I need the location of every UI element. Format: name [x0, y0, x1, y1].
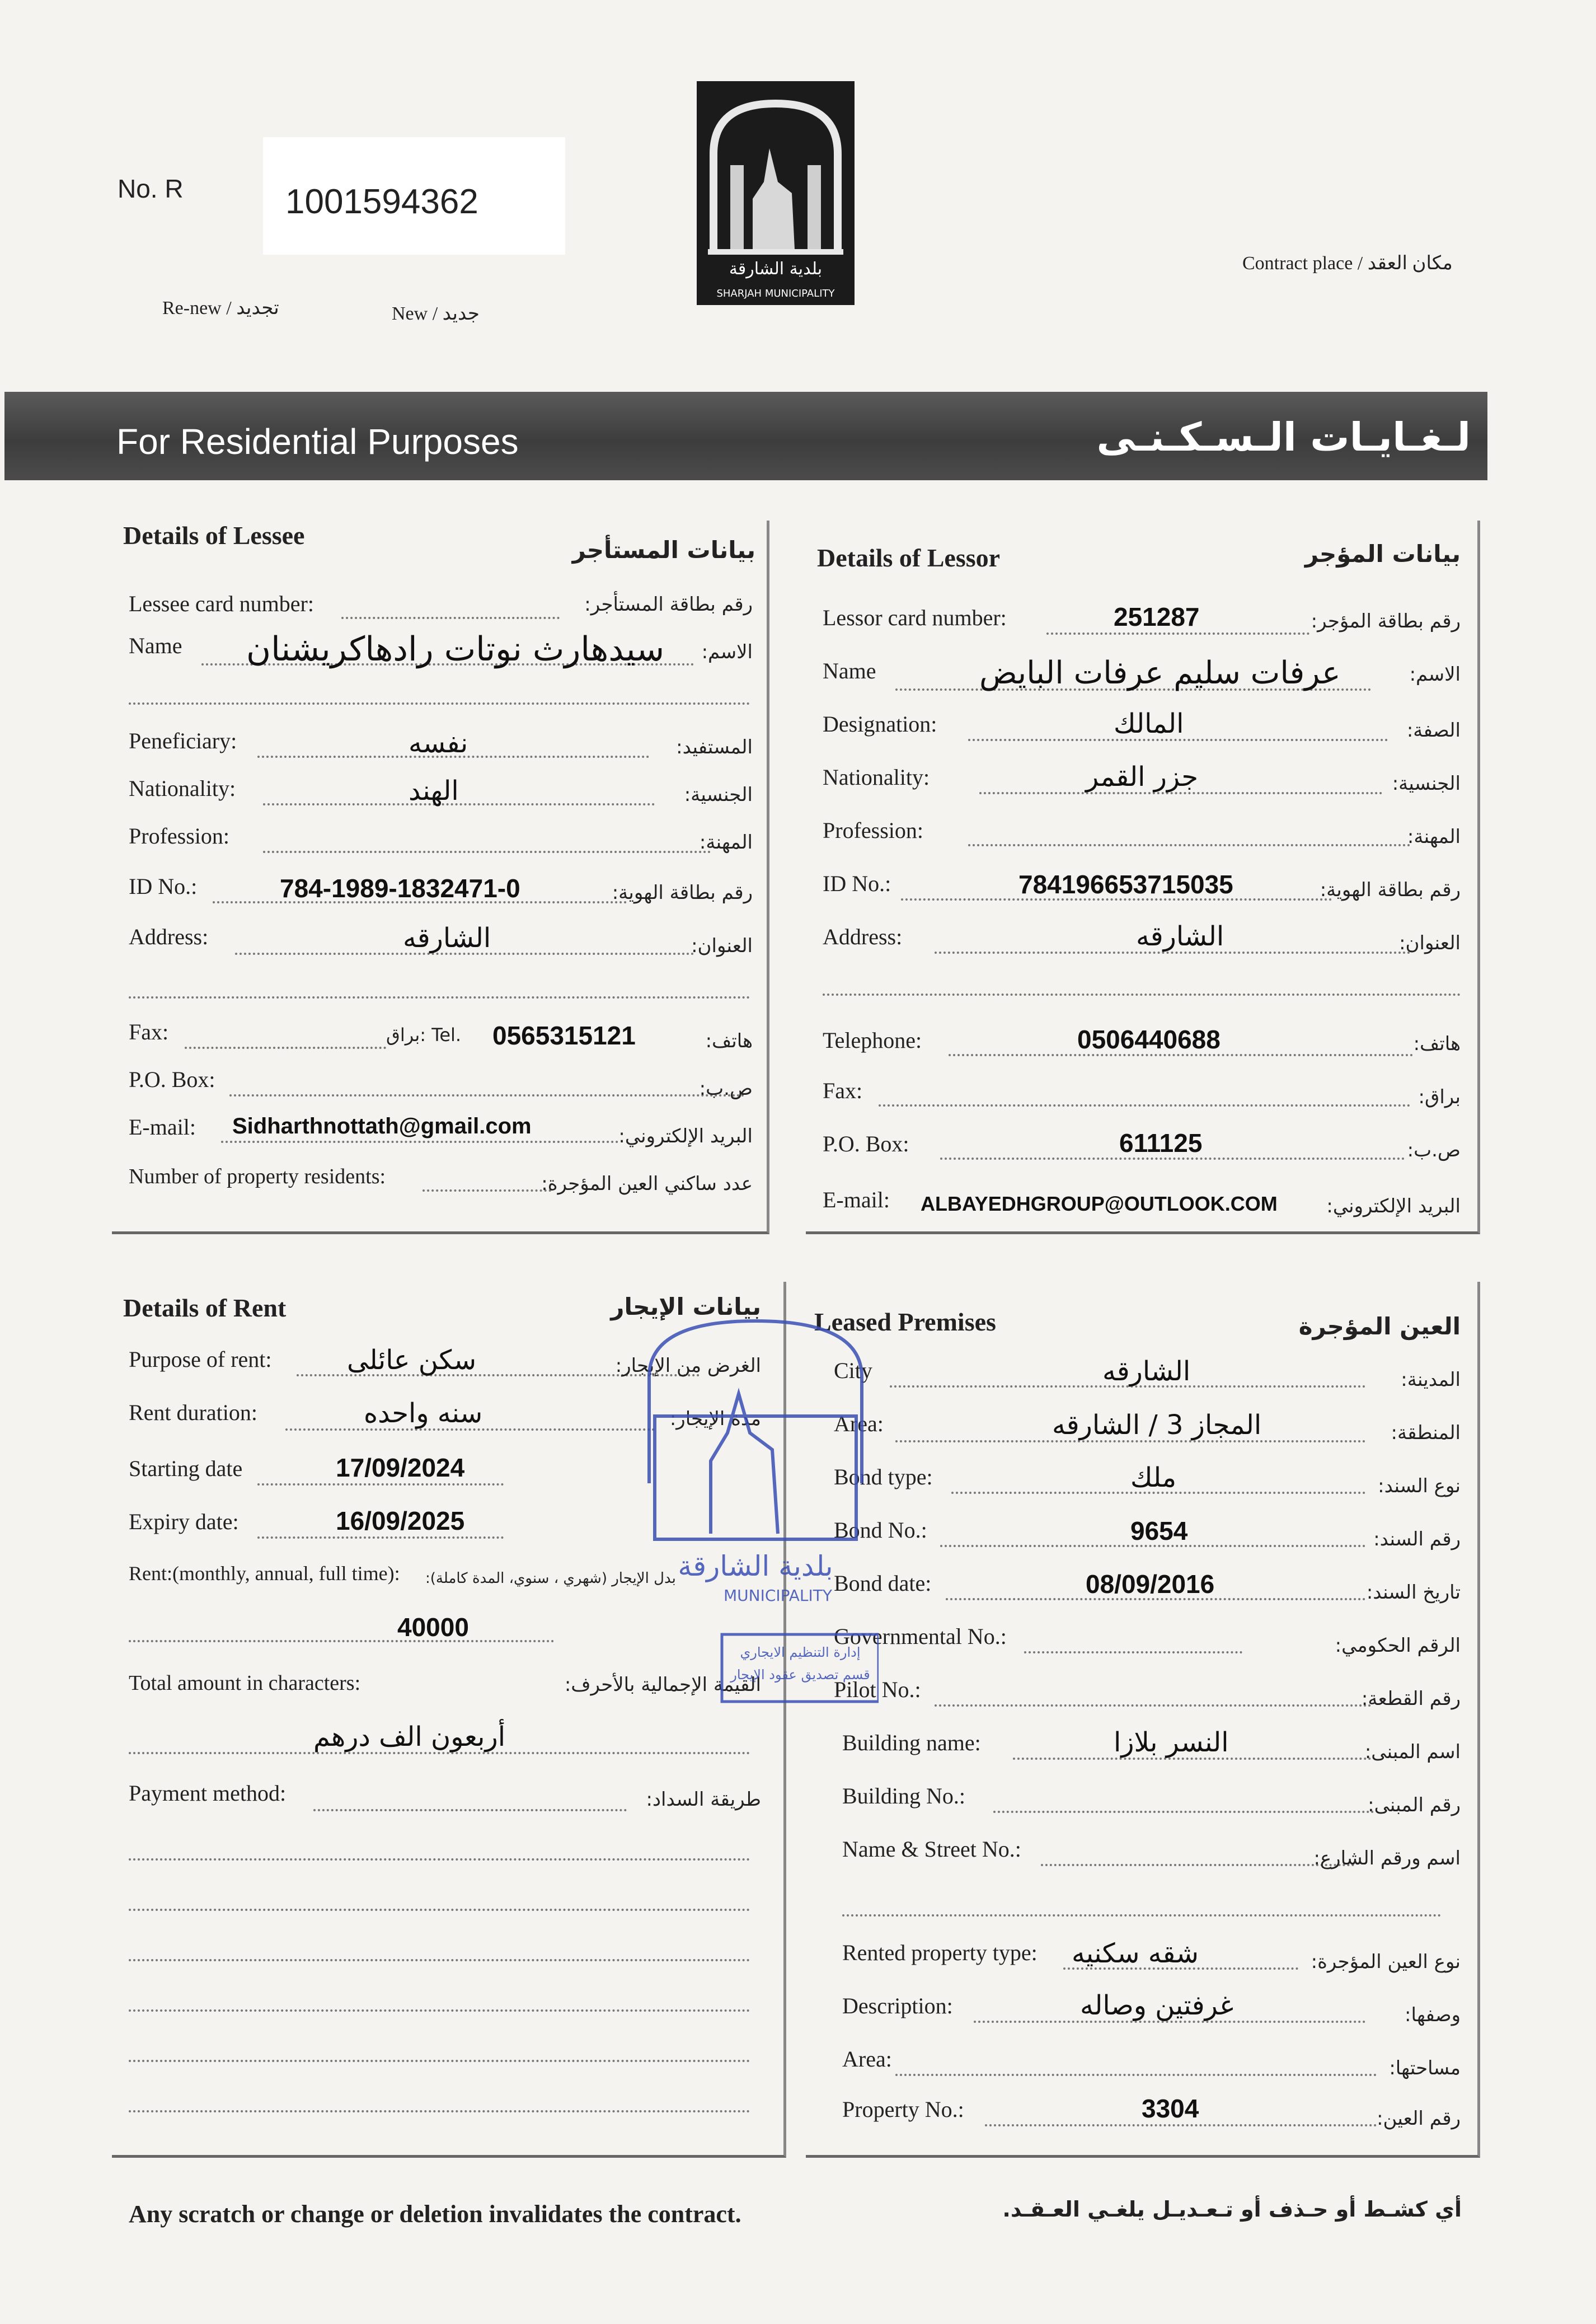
lessor-profession-label: Profession: — [823, 818, 923, 843]
logo-text-en: SHARJAH MUNICIPALITY — [716, 288, 835, 299]
lessor-email-label: E-mail: — [823, 1187, 890, 1212]
banner-title-en: For Residential Purposes — [116, 421, 519, 462]
lessor-pobox-label: P.O. Box: — [823, 1131, 909, 1156]
rent-payment-label: Payment method: — [129, 1781, 287, 1806]
lessor-name-label: Name — [823, 658, 876, 683]
lessor-name-value: عرفات سليم عرفات البايض — [979, 655, 1341, 691]
premises-description-label: Description: — [842, 1993, 953, 2018]
lessee-tel-label-ar: هاتف: — [705, 1030, 753, 1052]
lessee-name-value: سيدهارث نوتات رادهاكريشنان — [246, 630, 665, 669]
rent-duration-value: سنه واحده — [364, 1398, 483, 1429]
rent-payment-label-ar: طريقة السداد: — [646, 1788, 761, 1811]
lessor-nationality-value: جزر القمر — [1086, 761, 1199, 793]
lessee-nationality-label-ar: الجنسية: — [684, 784, 753, 806]
stamp-text-ar-2: إدارة التنظيم الايجاري — [740, 1644, 861, 1660]
lessee-address-label: Address: — [129, 924, 209, 949]
lessee-fax-tel-label: براق: Tel. — [386, 1024, 462, 1046]
rent-purpose-value: سكن عائلى — [347, 1344, 477, 1376]
footer-note-ar: أي كشـط أو حـذف أو تـعـديـل يلغـي العـقـد. — [1002, 2197, 1462, 2222]
lessor-designation-value: المالك — [1114, 708, 1184, 739]
footer-note-en: Any scratch or change or deletion invalidates the contract. — [129, 2200, 741, 2228]
premises-gov-no-label: Governmental No.: — [834, 1624, 1007, 1649]
lessee-title: Details of Lessee — [123, 521, 305, 550]
premises-building-no-label-ar: رقم المبنى: — [1368, 1794, 1461, 1816]
premises-property-no-label-ar: رقم العين: — [1377, 2107, 1461, 2130]
rent-amount-label-ar: بدل الإيجار (شهري ، سنوي، المدة كاملة): — [425, 1570, 676, 1587]
lessee-title-ar: بيانات المستأجر — [572, 536, 755, 564]
premises-city-value: الشارقه — [1102, 1356, 1191, 1387]
lessee-email-label-ar: البريد الإلكتروني: — [618, 1125, 753, 1147]
lessee-beneficiary-label: Peneficiary: — [129, 728, 237, 753]
premises-prop-type-label-ar: نوع العين المؤجرة: — [1311, 1951, 1461, 1973]
lessee-card-label: Lessee card number: — [129, 591, 314, 616]
premises-area2-label: Area: — [842, 2046, 892, 2072]
premises-building-name-label: Building name: — [842, 1730, 981, 1755]
premises-description-value: غرفتين وصاله — [1080, 1990, 1234, 2021]
premises-plot-label-ar: رقم القطعة: — [1361, 1688, 1461, 1710]
lessee-tel-value: 0565315121 — [492, 1021, 636, 1050]
contract-place-label: Contract place / مكان العقد — [1242, 253, 1453, 274]
lessor-id-label: ID No.: — [823, 871, 891, 896]
lessee-address-value: الشارقه — [403, 922, 491, 954]
lessee-residents-label-ar: عدد ساكني العين المؤجرة: — [541, 1173, 753, 1195]
lessor-profession-label-ar: المهنة: — [1407, 826, 1461, 848]
premises-bond-type-value: ملك — [1130, 1462, 1177, 1493]
lessor-fax-label-ar: براق: — [1418, 1086, 1461, 1108]
premises-property-no-value: 3304 — [1142, 2094, 1199, 2123]
rent-title-ar: بيانات الإيجار — [611, 1293, 761, 1320]
lessor-id-label-ar: رقم بطاقة الهوية: — [1320, 879, 1461, 901]
new-label: New / جديد — [392, 303, 480, 324]
premises-building-no-label: Building No.: — [842, 1783, 966, 1808]
premises-area2-label-ar: مساحتها: — [1389, 2057, 1461, 2079]
sharjah-municipality-logo — [697, 81, 855, 305]
lessee-profession-label: Profession: — [129, 823, 229, 849]
lessee-id-label: ID No.: — [129, 874, 198, 899]
lessee-name-label-ar: الاسم: — [701, 641, 753, 663]
premises-title-ar: العين المؤجرة — [1298, 1313, 1461, 1340]
lessee-pobox-label: P.O. Box: — [129, 1067, 215, 1092]
lessor-tel-label-ar: هاتف: — [1413, 1033, 1461, 1055]
lessee-email-value: Sidharthnottath@gmail.com — [232, 1114, 532, 1138]
lessor-tel-label: Telephone: — [823, 1028, 922, 1053]
premises-plot-label: Pilot No.: — [834, 1677, 921, 1702]
rent-purpose-label-ar: الغرض من الإيجار: — [615, 1355, 761, 1377]
lessor-address-value: الشارقه — [1136, 921, 1224, 952]
premises-bond-date-label-ar: تاريخ السند: — [1366, 1581, 1461, 1604]
lessor-card-label-ar: رقم بطاقة المؤجر: — [1311, 610, 1461, 632]
lessee-nationality-value: الهند — [409, 775, 459, 807]
lessor-title: Details of Lessor — [817, 543, 1001, 572]
premises-city-label: City — [834, 1358, 872, 1383]
premises-street-label-ar: اسم ورقم الشارع: — [1313, 1847, 1461, 1869]
lessor-fax-label: Fax: — [823, 1078, 863, 1103]
premises-bond-type-label: Bond type: — [834, 1464, 933, 1489]
premises-description-label-ar: وصفها: — [1405, 2004, 1461, 2026]
premises-bond-date-label: Bond date: — [834, 1571, 932, 1596]
lessor-nationality-label: Nationality: — [823, 765, 930, 790]
rent-total-label: Total amount in characters: — [129, 1671, 361, 1695]
lessor-name-label-ar: الاسم: — [1409, 663, 1461, 686]
premises-bond-no-value: 9654 — [1130, 1516, 1188, 1545]
lessor-email-label-ar: البريد الإلكتروني: — [1326, 1195, 1461, 1217]
lessor-id-value: 784196653715035 — [1018, 870, 1233, 899]
lessor-pobox-label-ar: ص.ب: — [1407, 1139, 1461, 1161]
contract-no-label: No. R — [118, 174, 184, 203]
lessee-residents-label: Number of property residents: — [129, 1165, 386, 1188]
municipality-stamp — [632, 1315, 879, 1707]
rent-purpose-label: Purpose of rent: — [129, 1347, 272, 1372]
rent-total-value: أربعون الف درهم — [313, 1721, 506, 1753]
rent-expiry-label: Expiry date: — [129, 1509, 239, 1534]
rent-duration-label: Rent duration: — [129, 1400, 257, 1425]
premises-bond-type-label-ar: نوع السند: — [1378, 1475, 1461, 1497]
premises-bond-date-value: 08/09/2016 — [1086, 1569, 1215, 1599]
lessee-address-label-ar: العنوان: — [691, 935, 753, 957]
premises-street-label: Name & Street No.: — [842, 1836, 1021, 1862]
premises-city-label-ar: المدينة: — [1401, 1369, 1461, 1391]
stamp-text-en: MUNICIPALITY — [724, 1586, 832, 1605]
premises-area-label-ar: المنطقة: — [1391, 1422, 1461, 1444]
premises-gov-no-label-ar: الرقم الحكومي: — [1335, 1634, 1461, 1657]
lessor-title-ar: بيانات المؤجر — [1304, 540, 1461, 568]
premises-building-name-label-ar: اسم المبنى: — [1364, 1741, 1461, 1763]
premises-area-value: المجاز 3 / الشارقه — [1052, 1409, 1262, 1441]
premises-title: Leased Premises — [814, 1308, 996, 1336]
premises-property-no-label: Property No.: — [842, 2097, 964, 2122]
premises-bond-no-label-ar: رقم السند: — [1373, 1528, 1461, 1550]
lessor-address-label-ar: العنوان: — [1399, 932, 1461, 954]
lessee-id-label-ar: رقم بطاقة الهوية: — [612, 882, 753, 904]
lessee-profession-label-ar: المهنة: — [699, 831, 753, 854]
contract-no-box — [263, 137, 565, 255]
premises-panel — [806, 1282, 1480, 2158]
rent-amount-value: 40000 — [397, 1613, 469, 1642]
stamp-text-ar: بلدية الشارقة — [678, 1550, 833, 1582]
contract-no-value: 1001594362 — [285, 182, 478, 221]
premises-prop-type-label: Rented property type: — [842, 1940, 1038, 1965]
rent-total-label-ar: القيمة الإجمالية بالأحرف: — [564, 1674, 761, 1696]
lessor-panel — [806, 521, 1480, 1234]
premises-bond-no-label: Bond No.: — [834, 1517, 927, 1543]
premises-area-label: Area: — [834, 1411, 884, 1436]
lessee-card-label-ar: رقم بطاقة المستأجر: — [584, 593, 753, 616]
rent-duration-label-ar: مدة الإيجار: — [669, 1408, 761, 1430]
renew-label: Re-new / تجديد — [162, 298, 279, 318]
logo-text-ar: بلدية الشارقة — [729, 259, 823, 279]
lessor-card-label: Lessor card number: — [823, 605, 1007, 630]
stamp-text-ar-3: قسم تصديق عقود الإيجار — [730, 1667, 870, 1683]
lessor-designation-label-ar: الصفة: — [1406, 719, 1461, 742]
lessee-panel — [112, 521, 769, 1234]
banner — [4, 392, 1487, 480]
premises-prop-type-value: شقه سكنيه — [1072, 1938, 1199, 1969]
premises-building-name-value: النسر بلازا — [1114, 1727, 1229, 1758]
lessee-email-label: E-mail: — [129, 1114, 196, 1140]
rent-expiry-value: 16/09/2025 — [336, 1506, 465, 1535]
rent-title: Details of Rent — [123, 1294, 287, 1322]
lessee-id-value: 784-1989-1832471-0 — [280, 874, 520, 903]
rent-start-value: 17/09/2024 — [336, 1453, 465, 1482]
lessee-beneficiary-value: نفسه — [409, 728, 468, 759]
lessee-fax-label: Fax: — [129, 1019, 169, 1044]
lessee-pobox-label-ar: ص.ب: — [699, 1077, 753, 1100]
lessor-pobox-value: 611125 — [1119, 1128, 1203, 1158]
lessor-designation-label: Designation: — [823, 711, 937, 737]
lessor-card-value: 251287 — [1114, 602, 1200, 631]
lessor-tel-value: 0506440688 — [1077, 1025, 1221, 1054]
lessor-address-label: Address: — [823, 924, 903, 949]
lessor-email-value: ALBAYEDHGROUP@OUTLOOK.COM — [921, 1192, 1278, 1215]
banner-title-ar: لـغـايـات الـسـكـنـى — [1096, 414, 1471, 460]
lessee-beneficiary-label-ar: المستفيد: — [676, 736, 753, 758]
lessee-name-label: Name — [129, 633, 182, 658]
lessor-nationality-label-ar: الجنسية: — [1392, 772, 1461, 795]
rent-amount-label: Rent:(monthly, annual, full time): — [129, 1562, 400, 1585]
rent-start-label: Starting date — [129, 1456, 243, 1481]
lessee-nationality-label: Nationality: — [129, 776, 236, 801]
